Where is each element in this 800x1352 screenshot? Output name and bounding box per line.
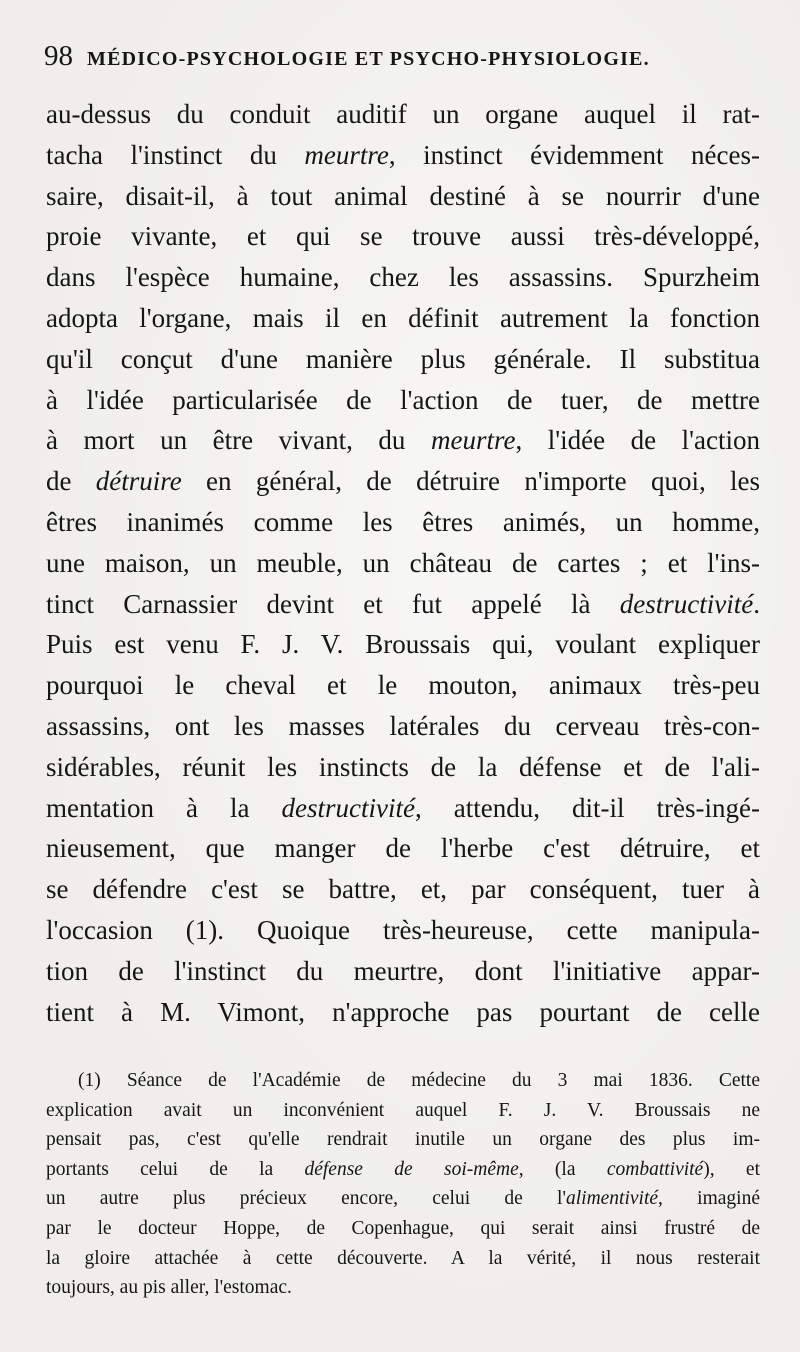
footnote-line: un autre plus précieux encore, celui de l'alimentivité, imaginé: [46, 1188, 760, 1210]
running-head: MÉDICO-PSYCHOLOGIE ET PSYCHO-PHYSIOLOGIE.: [87, 48, 650, 70]
footnotes: [46, 1066, 760, 1303]
body-line: tinct Carnassier devint et fut appelé là destructivité.: [46, 588, 760, 619]
body-line: Puis est venu F. J. V. Broussais qui, voulant expliquer: [46, 629, 760, 660]
body-line: de détruire en général, de détruire n'importe quoi, les: [46, 466, 760, 497]
footnote-line: toujours, au pis aller, l'estomac.: [46, 1277, 292, 1299]
body-text: [46, 94, 760, 1032]
page-header: [44, 40, 764, 80]
page-number: 98: [44, 40, 73, 72]
body-line: pourquoi le cheval et le mouton, animaux très-peu: [46, 670, 760, 701]
footnote-line: portants celui de la défense de soi-même, (la combattivité), et: [46, 1158, 760, 1180]
body-line: êtres inanimés comme les êtres animés, un homme,: [46, 506, 760, 537]
body-line: qu'il conçut d'une manière plus générale. Il substitua: [46, 343, 760, 374]
footnote-line: par le docteur Hoppe, de Copenhague, qui serait ainsi frustré de: [46, 1217, 760, 1239]
body-line: se défendre c'est se battre, et, par conséquent, tuer à: [46, 874, 760, 905]
footnote-line: la gloire attachée à cette découverte. A la vérité, il nous resterait: [46, 1247, 760, 1269]
footnote-line: pensait pas, c'est qu'elle rendrait inutile un organe des plus im-: [46, 1129, 760, 1151]
body-line: au-dessus du conduit auditif un organe auquel il rat-: [46, 99, 760, 129]
body-line: proie vivante, et qui se trouve aussi très-développé,: [46, 221, 760, 252]
body-line: dans l'espèce humaine, chez les assassins. Spurzheim: [46, 262, 760, 293]
body-line: l'occasion (1). Quoique très-heureuse, cette manipula-: [46, 914, 760, 945]
body-line: tion de l'instinct du meurtre, dont l'initiative appar-: [46, 955, 760, 986]
body-line: tient à M. Vimont, n'approche pas pourtant de celle: [46, 996, 760, 1027]
body-line: à mort un être vivant, du meurtre, l'idée de l'action: [46, 425, 760, 456]
body-line: mentation à la destructivité, attendu, dit-il très-ingé-: [46, 792, 760, 823]
footnote-line: (1) Séance de l'Académie de médecine du 3 mai 1836. Cette: [78, 1070, 760, 1091]
body-line: sidérables, réunit les instincts de la défense et de l'ali-: [46, 751, 760, 782]
body-line: une maison, un meuble, un château de cartes ; et l'ins-: [46, 547, 760, 578]
footnote-line: explication avait un inconvénient auquel F. J. V. Broussais ne: [46, 1099, 760, 1121]
body-line: nieusement, que manger de l'herbe c'est détruire, et: [46, 833, 760, 864]
body-line: adopta l'organe, mais il en définit autrement la fonction: [46, 302, 760, 333]
body-line: assassins, ont les masses latérales du cerveau très-con-: [46, 710, 760, 741]
body-line: à l'idée particularisée de l'action de tuer, de mettre: [46, 384, 760, 415]
body-line: saire, disait-il, à tout animal destiné à se nourrir d'une: [46, 180, 760, 211]
body-line: tacha l'instinct du meurtre, instinct évidemment néces-: [46, 139, 760, 170]
